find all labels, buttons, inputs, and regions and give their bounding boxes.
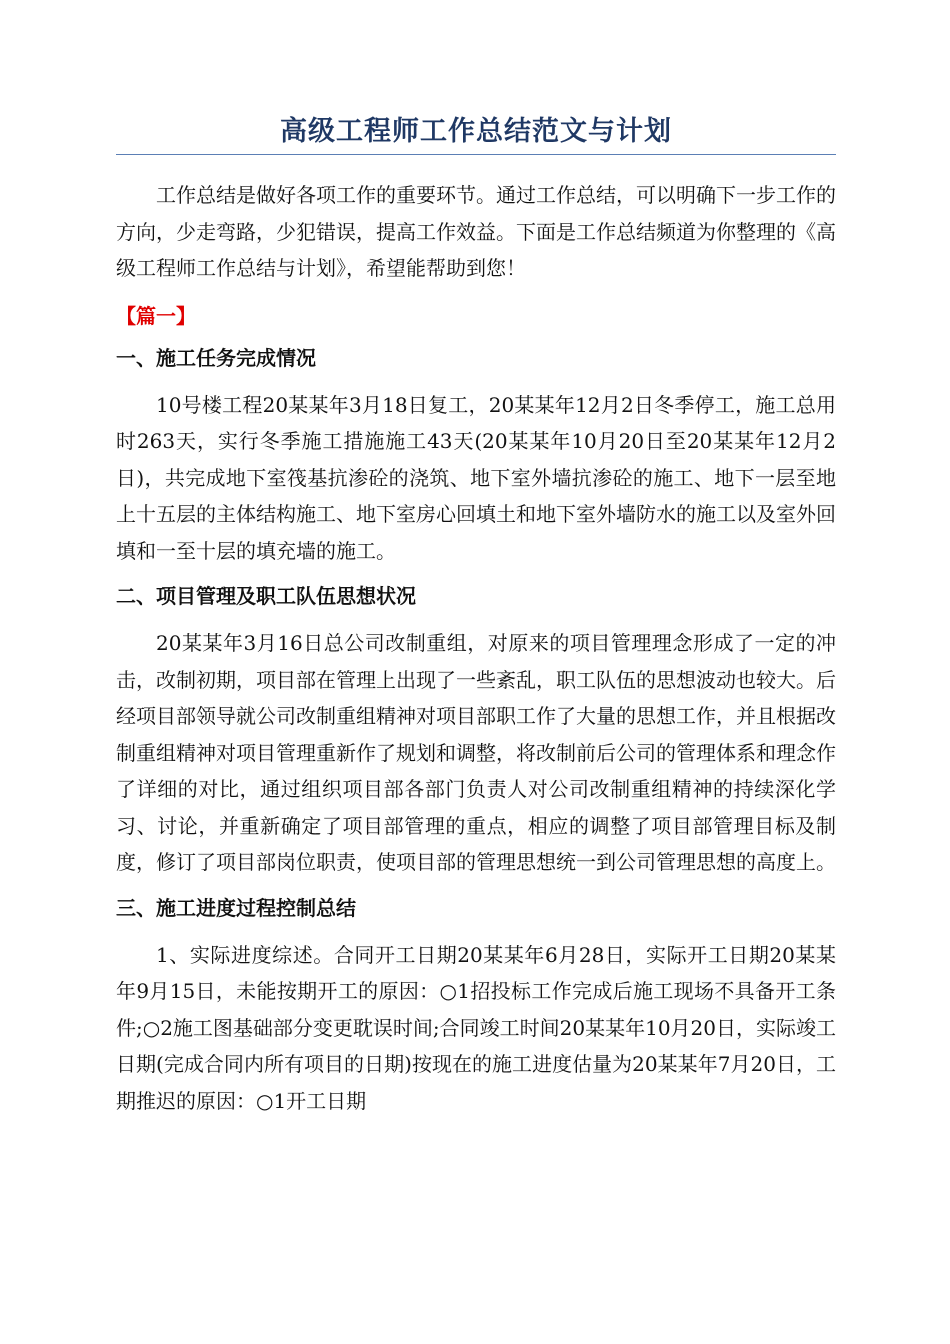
paragraph-schedule-control: 1、实际进度综述。合同开工日期20某某年6月28日，实际开工日期20某某年9月15日，未能按期开工的原因：○1招投标工作完成后施工现场不具备开工条件;○2施工图基础部分变更耽误时间;合同竣工时间20某某年10月20日，实际竣工日期(完成合同内所有项目的日期)按现在的施工进度估量为20某某年7月20日，工期推迟的原因：○1开工日期 xyxy=(116,942,836,1113)
document-title: 高级工程师工作总结范文与计划 xyxy=(280,116,672,147)
title-underline xyxy=(116,154,836,155)
document-page xyxy=(116,112,836,1119)
heading-project-management: 二、项目管理及职工队伍思想状况 xyxy=(116,584,416,608)
paragraph-project-management: 20某某年3月16日总公司改制重组，对原来的项目管理理念形成了一定的冲击，改制初期，项目部在管理上出现了一些紊乱，职工队伍的思想波动也较大。后经项目部领导就公司改制重组精神对项目部职工作了大量的思想工作，并且根据改制重组精神对项目管理重新作了规划和调整，将改制前后公司的管理体系和理念作了详细的对比，通过组织项目部各部门负责人对公司改制重组精神的持续深化学习、讨论，并重新确定了项目部管理的重点，相应的调整了项目部管理目标及制度，修订了项目部岗位职责，使项目部的管理思想统一到公司管理思想的高度上。 xyxy=(116,631,836,874)
intro-paragraph: 工作总结是做好各项工作的重要环节。通过工作总结，可以明确下一步工作的方向，少走弯路，少犯错误，提高工作效益。下面是工作总结频道为你整理的《高级工程师工作总结与计划》，希望能帮助到您！ xyxy=(116,183,836,280)
section-tag: 【篇一】 xyxy=(116,303,196,328)
heading-construction-tasks: 一、施工任务完成情况 xyxy=(116,345,316,370)
paragraph-construction-tasks: 10号楼工程20某某年3月18日复工，20某某年12月2日冬季停工，施工总用时263天，实行冬季施工措施施工43天(20某某年10月20日至20某某年12月2日)，共完成地下室筏基抗渗砼的浇筑、地下室外墙抗渗砼的施工、地下一层至地上十五层的主体结构施工、地下室房心回填土和地下室外墙防水的施工以及室外回填和一至十层的填充墙的施工。 xyxy=(116,392,836,563)
heading-schedule-control: 三、施工进度过程控制总结 xyxy=(116,895,356,920)
